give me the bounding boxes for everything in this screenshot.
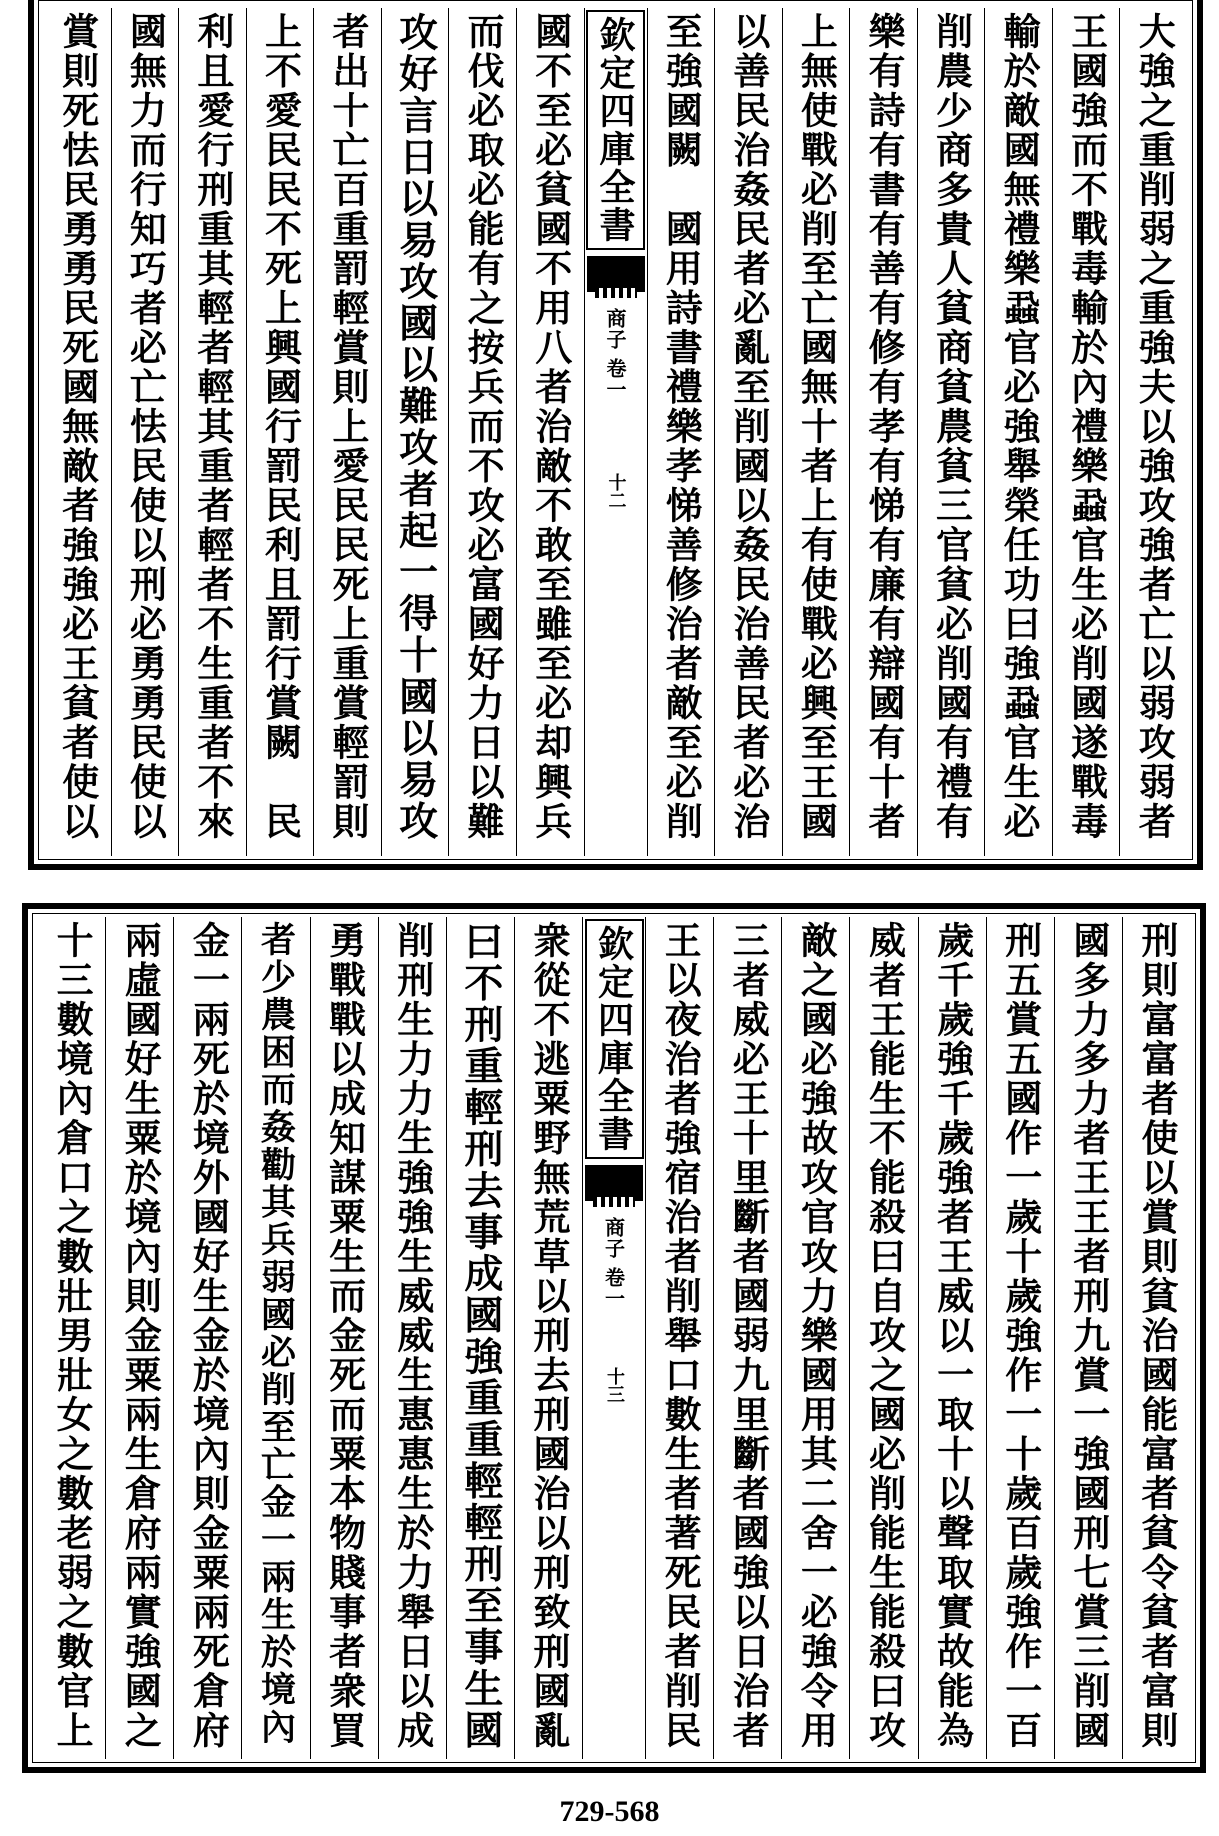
catalog-number: 729-568 bbox=[559, 1795, 660, 1828]
fold-center-strip bbox=[582, 917, 645, 1759]
leaf-number: 十二 bbox=[605, 473, 627, 509]
text-column bbox=[111, 8, 179, 856]
volume-label: 商子 卷一 bbox=[601, 1217, 626, 1309]
text-column bbox=[986, 917, 1054, 1759]
fish-tail-mark bbox=[587, 256, 645, 292]
top-page bbox=[28, 0, 1203, 870]
column-text: 曰不刑重輕刑去事成國強重重輕輕刑至事生國 bbox=[457, 921, 504, 1751]
column-text: 國無力而行知巧者必亡怯民使以刑必勇勇民使以 bbox=[123, 12, 168, 842]
text-column bbox=[781, 917, 849, 1759]
column-text: 利且愛行刑重其輕者輕其重者輕者不生重者不來 bbox=[190, 12, 235, 842]
column-text: 金一兩死於境外國好生金於境內則金粟兩死倉府 bbox=[186, 921, 231, 1751]
column-text: 衆從不逃粟野無荒草以刑去刑國治以刑致刑國亂 bbox=[526, 921, 571, 1751]
column-text: 三者威必王十里斷者國弱九里斷者國強以日治者 bbox=[726, 921, 771, 1751]
text-column bbox=[917, 8, 985, 856]
column-text: 歲千歲強千歲強者王威以一取十以聲取實故能為 bbox=[930, 921, 975, 1751]
volume-label: 商子 卷一 bbox=[603, 308, 627, 400]
column-text: 兩虛國好生粟於境內則金粟兩生倉府兩實強國之 bbox=[118, 921, 163, 1751]
text-column bbox=[984, 8, 1052, 856]
text-column bbox=[44, 8, 111, 856]
column-text: 以善民治姦民者必亂至削國以姦民治善民者必治 bbox=[726, 12, 771, 842]
text-column bbox=[310, 917, 378, 1759]
column-text: 國不至必貧國不用八者治敵不敢至雖至必却興兵 bbox=[528, 12, 573, 842]
text-column bbox=[38, 917, 105, 1759]
fold-center-strip bbox=[584, 8, 647, 856]
fish-tail-mark bbox=[585, 1165, 643, 1201]
text-column bbox=[849, 917, 917, 1759]
text-column bbox=[313, 8, 381, 856]
column-text: 者出十亡百重罰輕賞則上愛民民死上重賞輕罰則 bbox=[326, 12, 371, 842]
text-column bbox=[178, 8, 246, 856]
text-column bbox=[446, 917, 514, 1759]
text-column bbox=[105, 917, 173, 1759]
column-text: 王國強而不戰毒輸於內禮樂蝨官生必削國遂戰毒 bbox=[1064, 12, 1109, 842]
text-column bbox=[782, 8, 850, 856]
column-text: 十三數境內倉口之數壯男壯女之數老弱之數官上 bbox=[50, 921, 95, 1751]
text-column bbox=[647, 8, 715, 856]
text-column bbox=[1054, 917, 1122, 1759]
column-text: 勇戰戰以成知謀粟生而金死而粟本物賤事者衆買 bbox=[322, 921, 367, 1751]
text-column bbox=[378, 917, 446, 1759]
book-title: 欽定四庫全書 bbox=[586, 10, 645, 250]
column-text: 上無使戰必削至亡國無十者上有使戰必興至王國 bbox=[794, 12, 839, 842]
column-text: 樂有詩有書有善有修有孝有悌有廉有辯國有十者 bbox=[861, 12, 906, 842]
column-text: 威者王能生不能殺曰自攻之國必削能生能殺曰攻 bbox=[862, 921, 907, 1751]
text-column bbox=[514, 917, 582, 1759]
column-text: 削農少商多貴人貧商貧農貧三官貧必削國有禮有 bbox=[929, 12, 974, 842]
text-column bbox=[713, 917, 781, 1759]
column-text: 王以夜治者強宿治者削舉口數生者著死民者削民 bbox=[658, 921, 703, 1751]
text-column bbox=[241, 917, 309, 1759]
text-column bbox=[849, 8, 917, 856]
text-column bbox=[173, 917, 241, 1759]
column-text: 攻好言日以易攻國以難攻者起一得十國以易攻 bbox=[392, 12, 439, 842]
leaf-number: 十三 bbox=[604, 1367, 625, 1403]
book-title: 欽定四庫全書 bbox=[585, 919, 644, 1159]
column-text: 國多力多力者王王者刑九賞一強國刑七賞三削國 bbox=[1066, 921, 1111, 1751]
column-text: 大強之重削弱之重強夫以強攻強者亡以弱攻弱者 bbox=[1132, 12, 1177, 842]
text-column bbox=[1122, 917, 1190, 1759]
text-column bbox=[918, 917, 986, 1759]
text-column bbox=[516, 8, 584, 856]
column-text: 而伐必取必能有之按兵而不攻必富國好力日以難 bbox=[461, 12, 506, 842]
text-column bbox=[448, 8, 516, 856]
bottom-page bbox=[22, 903, 1206, 1773]
column-text: 削刑生力力生強強生威威生惠惠生於力舉日以成 bbox=[390, 921, 435, 1751]
column-text: 至強國闕 國用詩書禮樂孝悌善修治者敵至必削 bbox=[659, 12, 704, 842]
text-column bbox=[1052, 8, 1120, 856]
column-text: 敵之國必強故攻官攻力樂國用其二舍一必強令用 bbox=[794, 921, 839, 1751]
column-text: 賞則死怯民勇勇民死國無敵者強強必王貧者使以 bbox=[55, 12, 100, 842]
text-column bbox=[246, 8, 314, 856]
text-column bbox=[381, 8, 449, 856]
text-column bbox=[1119, 8, 1187, 856]
column-text: 上不愛民民不死上興國行罰民利且罰行賞闕 民 bbox=[258, 12, 303, 842]
column-text: 者少農困而姦勸其兵弱國必削至亡金一兩生於境內 bbox=[255, 921, 297, 1746]
column-text: 輸於敵國無禮樂蝨官必強舉榮任功曰強蝨官生必 bbox=[997, 12, 1042, 842]
column-text: 刑五賞五國作一歲十歲強作一十歲百歲強作一百 bbox=[998, 921, 1043, 1751]
text-column bbox=[714, 8, 782, 856]
column-text: 刑則富富者使以賞則貧治國能富者貧令貧者富則 bbox=[1134, 921, 1179, 1751]
text-column bbox=[645, 917, 713, 1759]
